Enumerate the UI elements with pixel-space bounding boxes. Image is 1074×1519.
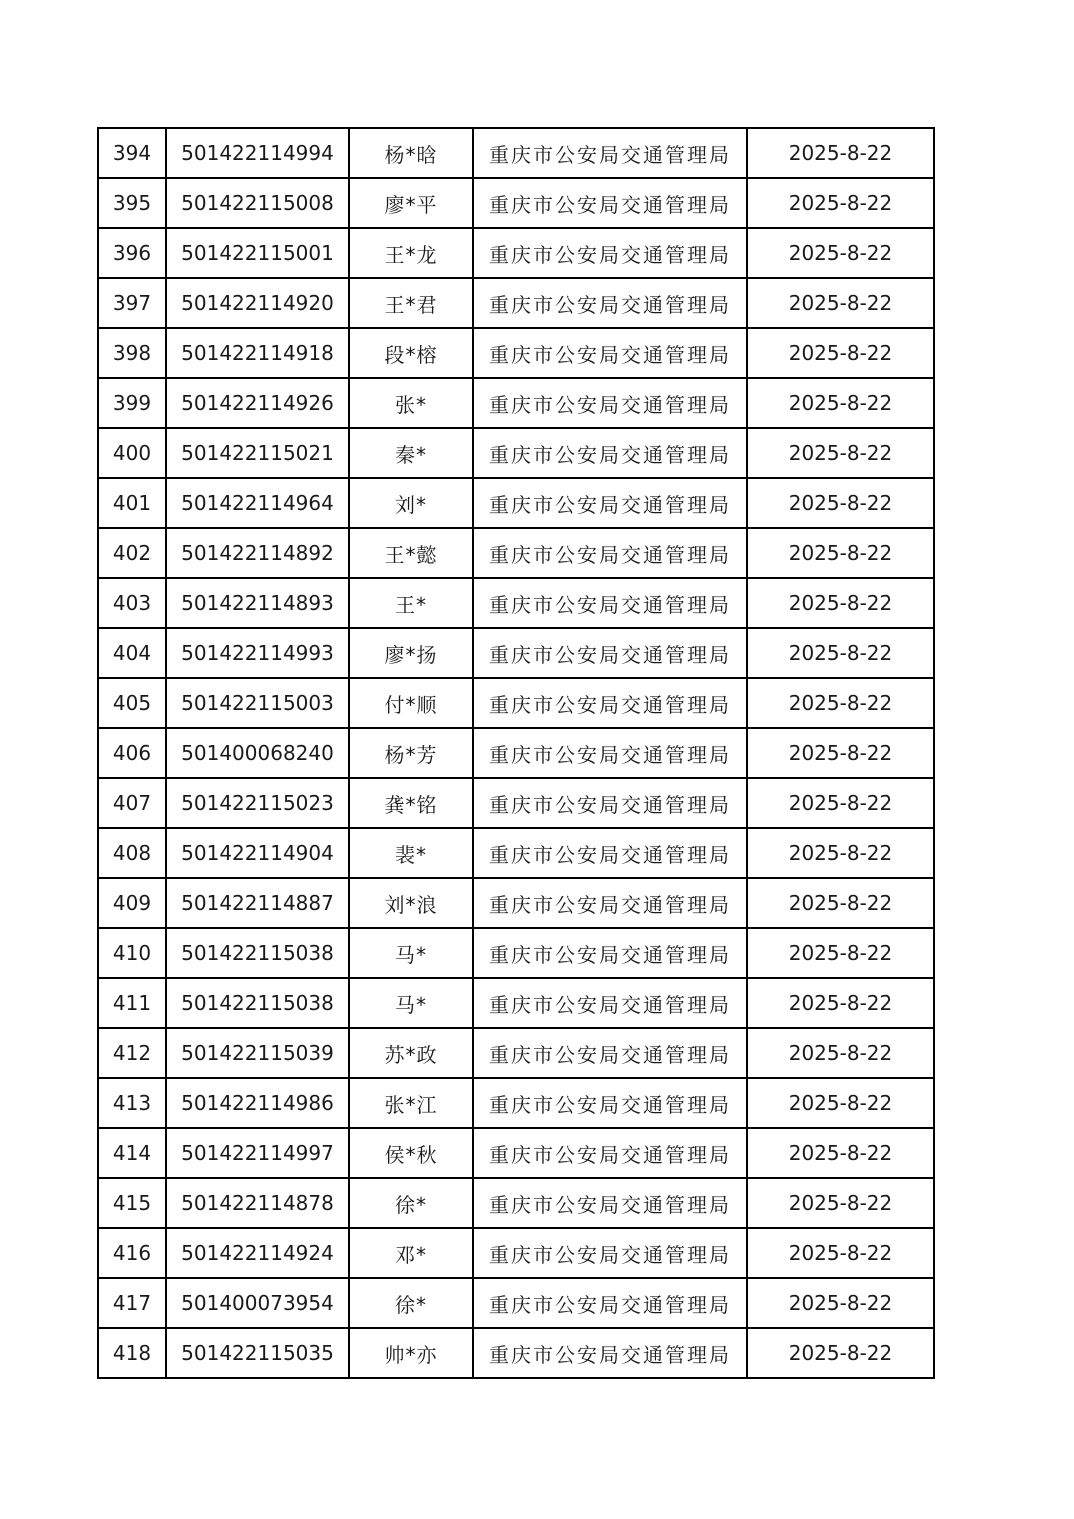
issuing-authority-cell: 重庆市公安局交通管理局 <box>473 978 747 1028</box>
certificate-id-cell: 501422114997 <box>166 1128 349 1178</box>
person-name-cell: 龚*铭 <box>349 778 473 828</box>
person-name-cell: 马* <box>349 978 473 1028</box>
certificate-id-cell: 501422114986 <box>166 1078 349 1128</box>
table-row <box>98 1028 934 1078</box>
issuing-authority-cell: 重庆市公安局交通管理局 <box>473 178 747 228</box>
person-name-cell: 刘*浪 <box>349 878 473 928</box>
certificate-id-cell: 501422115023 <box>166 778 349 828</box>
row-number-cell: 404 <box>98 628 166 678</box>
certificate-id-cell: 501422115001 <box>166 228 349 278</box>
date-cell: 2025-8-22 <box>747 878 934 928</box>
row-number-cell: 407 <box>98 778 166 828</box>
row-number-cell: 418 <box>98 1328 166 1378</box>
person-name-cell: 刘* <box>349 478 473 528</box>
row-number-cell: 411 <box>98 978 166 1028</box>
date-cell: 2025-8-22 <box>747 1128 934 1178</box>
person-name-cell: 张* <box>349 378 473 428</box>
date-cell: 2025-8-22 <box>747 1328 934 1378</box>
date-cell: 2025-8-22 <box>747 128 934 178</box>
table-row <box>98 978 934 1028</box>
date-cell: 2025-8-22 <box>747 1078 934 1128</box>
row-number-cell: 413 <box>98 1078 166 1128</box>
certificate-id-cell: 501422114893 <box>166 578 349 628</box>
row-number-cell: 395 <box>98 178 166 228</box>
issuing-authority-cell: 重庆市公安局交通管理局 <box>473 1028 747 1078</box>
issuing-authority-cell: 重庆市公安局交通管理局 <box>473 428 747 478</box>
date-cell: 2025-8-22 <box>747 828 934 878</box>
table-row <box>98 178 934 228</box>
date-cell: 2025-8-22 <box>747 1278 934 1328</box>
certificate-id-cell: 501422114918 <box>166 328 349 378</box>
person-name-cell: 苏*政 <box>349 1028 473 1078</box>
person-name-cell: 秦* <box>349 428 473 478</box>
certificate-id-cell: 501422114904 <box>166 828 349 878</box>
person-name-cell: 廖*扬 <box>349 628 473 678</box>
certificate-id-cell: 501422114920 <box>166 278 349 328</box>
certificate-id-cell: 501422115039 <box>166 1028 349 1078</box>
issuing-authority-cell: 重庆市公安局交通管理局 <box>473 928 747 978</box>
date-cell: 2025-8-22 <box>747 928 934 978</box>
person-name-cell: 王*君 <box>349 278 473 328</box>
person-name-cell: 侯*秋 <box>349 1128 473 1178</box>
person-name-cell: 段*榕 <box>349 328 473 378</box>
issuing-authority-cell: 重庆市公安局交通管理局 <box>473 1228 747 1278</box>
issuing-authority-cell: 重庆市公安局交通管理局 <box>473 728 747 778</box>
date-cell: 2025-8-22 <box>747 1028 934 1078</box>
person-name-cell: 王*懿 <box>349 528 473 578</box>
issuing-authority-cell: 重庆市公安局交通管理局 <box>473 1278 747 1328</box>
certificate-id-cell: 501422114994 <box>166 128 349 178</box>
row-number-cell: 408 <box>98 828 166 878</box>
person-name-cell: 杨*晗 <box>349 128 473 178</box>
issuing-authority-cell: 重庆市公安局交通管理局 <box>473 628 747 678</box>
table-row <box>98 128 934 178</box>
row-number-cell: 401 <box>98 478 166 528</box>
table-row <box>98 928 934 978</box>
certificate-id-cell: 501422114878 <box>166 1178 349 1228</box>
row-number-cell: 412 <box>98 1028 166 1078</box>
row-number-cell: 417 <box>98 1278 166 1328</box>
row-number-cell: 409 <box>98 878 166 928</box>
issuing-authority-cell: 重庆市公安局交通管理局 <box>473 128 747 178</box>
person-name-cell: 徐* <box>349 1278 473 1328</box>
issuing-authority-cell: 重庆市公安局交通管理局 <box>473 328 747 378</box>
table-row <box>98 628 934 678</box>
table-row <box>98 728 934 778</box>
table-row <box>98 1278 934 1328</box>
table-row <box>98 328 934 378</box>
person-name-cell: 徐* <box>349 1178 473 1228</box>
table-row <box>98 578 934 628</box>
person-name-cell: 马* <box>349 928 473 978</box>
date-cell: 2025-8-22 <box>747 978 934 1028</box>
table-row <box>98 428 934 478</box>
certificate-id-cell: 501422114892 <box>166 528 349 578</box>
date-cell: 2025-8-22 <box>747 1178 934 1228</box>
person-name-cell: 王*龙 <box>349 228 473 278</box>
table-row <box>98 1178 934 1228</box>
certificate-id-cell: 501422114924 <box>166 1228 349 1278</box>
table-row <box>98 478 934 528</box>
row-number-cell: 403 <box>98 578 166 628</box>
table-row <box>98 278 934 328</box>
table-row <box>98 878 934 928</box>
person-name-cell: 邓* <box>349 1228 473 1278</box>
table-row <box>98 228 934 278</box>
date-cell: 2025-8-22 <box>747 578 934 628</box>
table-row <box>98 378 934 428</box>
row-number-cell: 415 <box>98 1178 166 1228</box>
row-number-cell: 402 <box>98 528 166 578</box>
date-cell: 2025-8-22 <box>747 328 934 378</box>
row-number-cell: 398 <box>98 328 166 378</box>
issuing-authority-cell: 重庆市公安局交通管理局 <box>473 1078 747 1128</box>
table-row <box>98 528 934 578</box>
row-number-cell: 399 <box>98 378 166 428</box>
issuing-authority-cell: 重庆市公安局交通管理局 <box>473 1128 747 1178</box>
table-row <box>98 678 934 728</box>
row-number-cell: 400 <box>98 428 166 478</box>
date-cell: 2025-8-22 <box>747 528 934 578</box>
issuing-authority-cell: 重庆市公安局交通管理局 <box>473 578 747 628</box>
certificate-id-cell: 501422115038 <box>166 928 349 978</box>
date-cell: 2025-8-22 <box>747 278 934 328</box>
certificate-id-cell: 501422115008 <box>166 178 349 228</box>
table-row <box>98 828 934 878</box>
certificate-id-cell: 501400073954 <box>166 1278 349 1328</box>
issuing-authority-cell: 重庆市公安局交通管理局 <box>473 1178 747 1228</box>
table-row <box>98 1228 934 1278</box>
date-cell: 2025-8-22 <box>747 378 934 428</box>
person-name-cell: 帅*亦 <box>349 1328 473 1378</box>
records-table-body <box>98 128 934 1378</box>
table-row <box>98 778 934 828</box>
date-cell: 2025-8-22 <box>747 628 934 678</box>
date-cell: 2025-8-22 <box>747 228 934 278</box>
date-cell: 2025-8-22 <box>747 728 934 778</box>
certificate-id-cell: 501422114926 <box>166 378 349 428</box>
certificate-id-cell: 501400068240 <box>166 728 349 778</box>
date-cell: 2025-8-22 <box>747 778 934 828</box>
person-name-cell: 裴* <box>349 828 473 878</box>
date-cell: 2025-8-22 <box>747 478 934 528</box>
date-cell: 2025-8-22 <box>747 428 934 478</box>
row-number-cell: 410 <box>98 928 166 978</box>
issuing-authority-cell: 重庆市公安局交通管理局 <box>473 278 747 328</box>
row-number-cell: 405 <box>98 678 166 728</box>
person-name-cell: 杨*芳 <box>349 728 473 778</box>
certificate-id-cell: 501422115035 <box>166 1328 349 1378</box>
issuing-authority-cell: 重庆市公安局交通管理局 <box>473 478 747 528</box>
person-name-cell: 张*江 <box>349 1078 473 1128</box>
issuing-authority-cell: 重庆市公安局交通管理局 <box>473 828 747 878</box>
certificate-id-cell: 501422114993 <box>166 628 349 678</box>
person-name-cell: 廖*平 <box>349 178 473 228</box>
issuing-authority-cell: 重庆市公安局交通管理局 <box>473 1328 747 1378</box>
row-number-cell: 394 <box>98 128 166 178</box>
issuing-authority-cell: 重庆市公安局交通管理局 <box>473 778 747 828</box>
records-table <box>97 127 935 1379</box>
date-cell: 2025-8-22 <box>747 178 934 228</box>
certificate-id-cell: 501422115038 <box>166 978 349 1028</box>
certificate-id-cell: 501422115003 <box>166 678 349 728</box>
row-number-cell: 406 <box>98 728 166 778</box>
row-number-cell: 396 <box>98 228 166 278</box>
row-number-cell: 416 <box>98 1228 166 1278</box>
issuing-authority-cell: 重庆市公安局交通管理局 <box>473 528 747 578</box>
row-number-cell: 397 <box>98 278 166 328</box>
issuing-authority-cell: 重庆市公安局交通管理局 <box>473 878 747 928</box>
table-row <box>98 1078 934 1128</box>
date-cell: 2025-8-22 <box>747 1228 934 1278</box>
date-cell: 2025-8-22 <box>747 678 934 728</box>
person-name-cell: 王* <box>349 578 473 628</box>
person-name-cell: 付*顺 <box>349 678 473 728</box>
table-row <box>98 1328 934 1378</box>
row-number-cell: 414 <box>98 1128 166 1178</box>
certificate-id-cell: 501422114887 <box>166 878 349 928</box>
issuing-authority-cell: 重庆市公安局交通管理局 <box>473 228 747 278</box>
issuing-authority-cell: 重庆市公安局交通管理局 <box>473 678 747 728</box>
table-row <box>98 1128 934 1178</box>
certificate-id-cell: 501422114964 <box>166 478 349 528</box>
certificate-id-cell: 501422115021 <box>166 428 349 478</box>
issuing-authority-cell: 重庆市公安局交通管理局 <box>473 378 747 428</box>
